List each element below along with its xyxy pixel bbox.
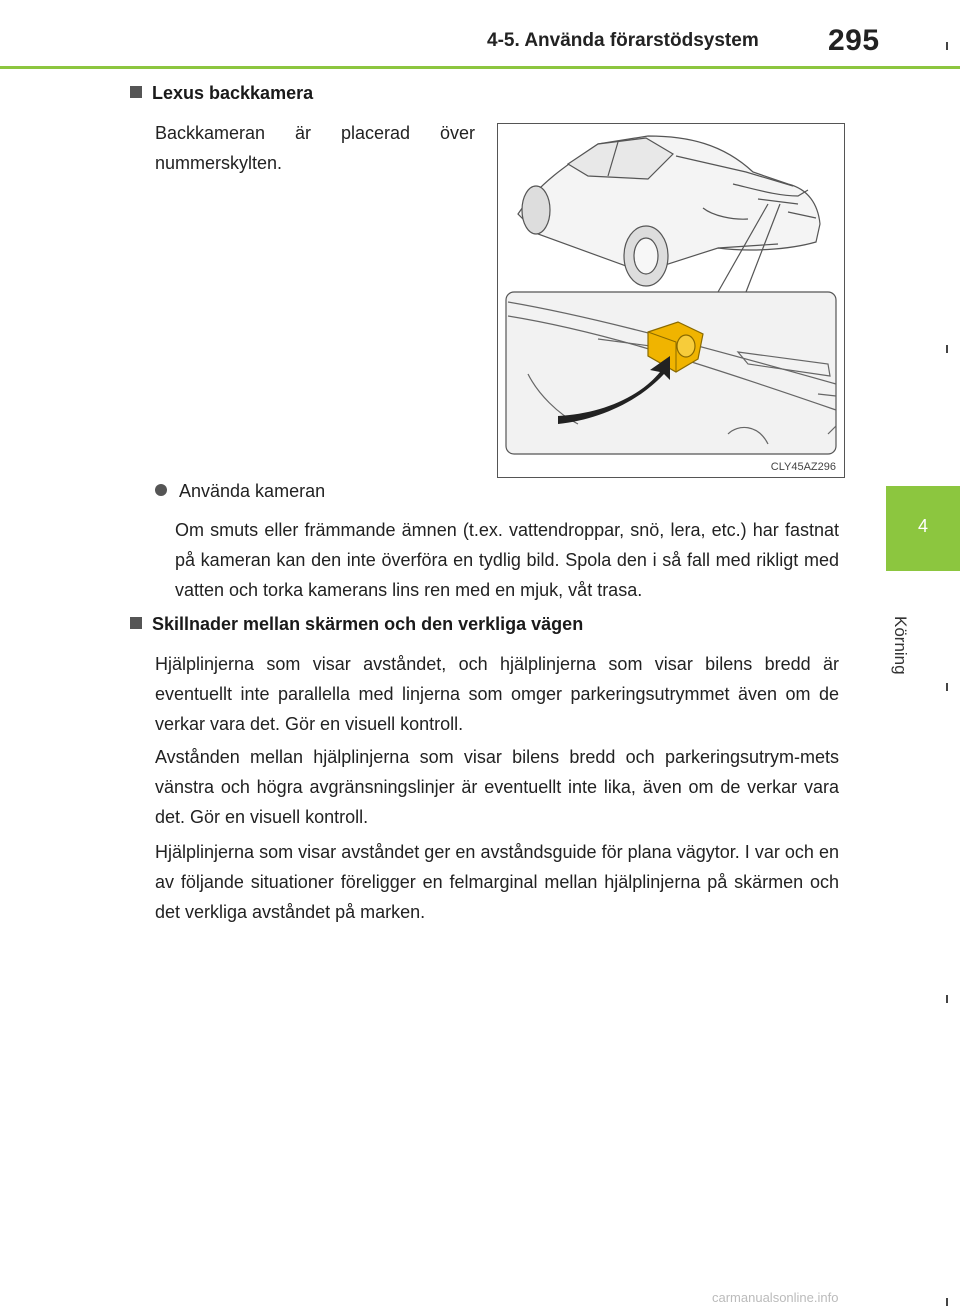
page-number: 295 xyxy=(828,24,880,57)
chapter-label-wrapper xyxy=(888,616,928,676)
section-heading-text: Skillnader mellan skärmen och den verkliga vägen xyxy=(152,614,584,634)
figure-code: CLY45AZ296 xyxy=(770,461,836,473)
bullet-heading-anvanda-kameran xyxy=(155,481,325,502)
chapter-tab xyxy=(886,486,960,571)
paragraph-guide-lines-parallel: Hjälplinjerna som visar avståndet, och hjälplinjerna som visar bilens bredd är eventuellt inte parallella med linjerna som omger parkeringsutrymmet även om de verkar vara det. Gör en visuell kontroll. xyxy=(155,654,839,734)
camera-cleaning-text: Om smuts eller främmande ämnen (t.ex. vattendroppar, snö, lera, etc.) har fastnat på kameran kan den inte överföra en tydlig bild. Spola den i så fall med rikligt med vatten och torka kamerans lins ren med en mjuk, våt trasa. xyxy=(175,520,839,600)
header-rule xyxy=(0,66,960,69)
crop-mark xyxy=(946,995,948,1003)
rear-camera-illustration xyxy=(497,123,845,478)
round-bullet-icon xyxy=(155,484,167,496)
crop-mark xyxy=(946,1298,948,1306)
running-header-title: 4-5. Använda förarstödsystem xyxy=(487,30,759,51)
watermark: carmanualsonline.info xyxy=(712,1290,839,1305)
section-heading-skillnader xyxy=(130,614,583,635)
section-heading-text: Lexus backkamera xyxy=(152,83,314,103)
crop-mark xyxy=(946,683,948,691)
square-bullet-icon xyxy=(130,617,142,629)
crop-mark xyxy=(946,345,948,353)
crop-mark xyxy=(946,42,948,50)
bullet-heading-text: Använda kameran xyxy=(179,481,326,501)
chapter-number: 4 xyxy=(917,516,928,536)
chapter-label: Körning xyxy=(891,616,910,675)
section-heading-backkamera xyxy=(130,83,313,104)
camera-location-text: Backkameran är placerad över nummerskylten. xyxy=(155,123,475,173)
paragraph-guide-lines-distance: Avstånden mellan hjälplinjerna som visar bilens bredd och parkeringsutrym-mets vänstra och högra avgränsningslinjer är eventuellt inte lika, även om de verkar vara det. Gör en visuell kontroll. xyxy=(155,747,839,827)
paragraph-distance-guide: Hjälplinjerna som visar avståndet ger en avståndsguide för plana vägytor. I var och en av följande situationer föreligger en felmarginal mellan hjälplinjerna på skärmen och det verkliga avståndet på marken. xyxy=(155,842,839,922)
car-illustration xyxy=(498,124,844,477)
square-bullet-icon xyxy=(130,86,142,98)
